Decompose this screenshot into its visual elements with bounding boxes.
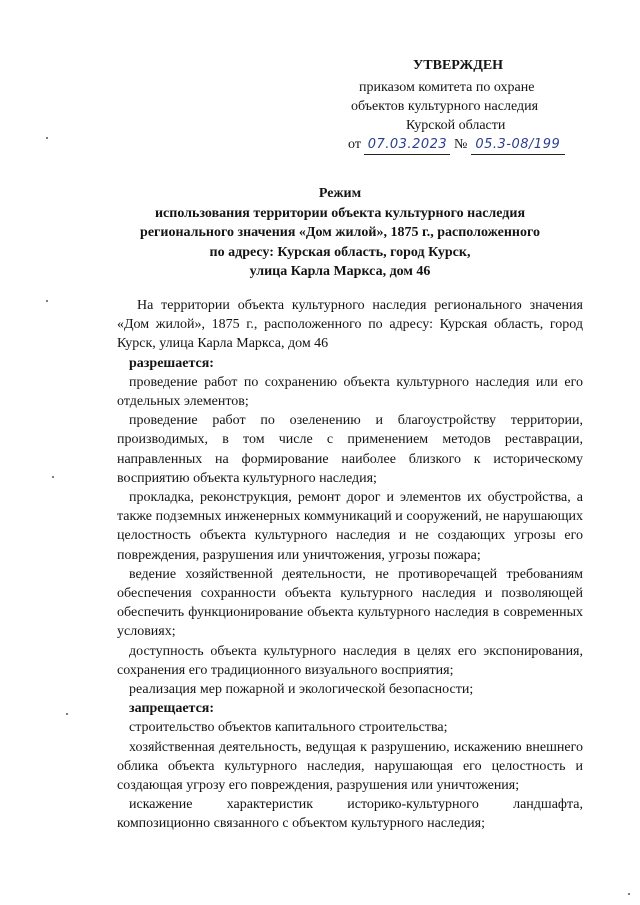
document-body xyxy=(117,296,583,834)
forbidden-item: хозяйственная деятельность, ведущая к разрушению, искажению внешнего облика объекта культурного наследия, нарушающая его целостность и создающая угрозу его повреждения, разрушения или уничтожения; xyxy=(117,739,583,794)
scan-speck xyxy=(628,893,630,895)
document-title xyxy=(90,184,590,282)
from-label: от xyxy=(348,137,361,152)
scan-speck xyxy=(46,137,48,139)
number-label: № xyxy=(453,137,468,152)
handwritten-number: 05.3-08/199 xyxy=(475,137,561,152)
scan-speck xyxy=(66,713,68,715)
title-line-3: регионального значения «Дом жилой», 1875 г., расположенного xyxy=(140,225,540,240)
scan-speck xyxy=(52,476,54,478)
title-line-2: использования территории объекта культурного наследия xyxy=(154,205,526,221)
allowed-item: доступность объекта культурного наследия в целях его экспонирования, сохранения его традиционного визуального восприятия; xyxy=(117,643,583,678)
date-field xyxy=(364,135,450,155)
allowed-item: ведение хозяйственной деятельности, не противоречащей требованиям обеспечения сохранности объекта культурного наследия и позволяющей обеспечить функционирование объекта культурного наследия в современных условиях; xyxy=(117,566,583,640)
approval-line-2: объектов культурного наследия xyxy=(351,99,539,114)
handwritten-date: 07.03.2023 xyxy=(367,137,448,152)
scan-speck xyxy=(46,300,48,302)
approval-date-number-row xyxy=(348,135,565,155)
forbidden-item: строительство объектов капитального строительства; xyxy=(129,720,448,736)
allowed-item: проведение работ по сохранению объекта культурного наследия или его отдельных элементов; xyxy=(117,374,583,410)
allowed-item: проведение работ по озеленению и благоустройству территории, производимых, в том числе с применением методов реставрации, направленных на формирование наиболее близкого к историческому восприятию объекта культурного наследия; xyxy=(117,413,583,486)
title-line-4: по адресу: Курская область, город Курск, xyxy=(209,244,471,260)
forbidden-heading: запрещается: xyxy=(129,701,215,717)
approval-line-3: Курской области xyxy=(406,118,506,133)
allowed-item: прокладка, реконструкция, ремонт дорог и элементов их обустройства, а также подземных инженерных коммуникаций и сооружений, не нарушающих целостность объекта культурного наследия и не создающих угрозы его повреждения, разрушения или уничтожения, угрозы пожара; xyxy=(117,490,583,563)
intro-paragraph: На территории объекта культурного наследия регионального значения «Дом жилой», 1875 г., расположенного по адресу: Курская область, город Курск, улица Карла Маркса, дом 46 xyxy=(117,298,583,352)
allowed-item: реализация мер пожарной и экологической безопасности; xyxy=(129,682,474,698)
approval-title: УТВЕРЖДЕН xyxy=(413,58,504,73)
allowed-heading: разрешается: xyxy=(129,355,214,371)
approval-line-1: приказом комитета по охране xyxy=(359,80,535,95)
title-line-5: улица Карла Маркса, дом 46 xyxy=(249,264,431,279)
forbidden-item: искажение характеристик историко-культурного ландшафта, композиционно связанного с объектом культурного наследия; xyxy=(117,797,583,832)
number-field xyxy=(471,135,565,155)
title-line-1: Режим xyxy=(318,186,362,201)
